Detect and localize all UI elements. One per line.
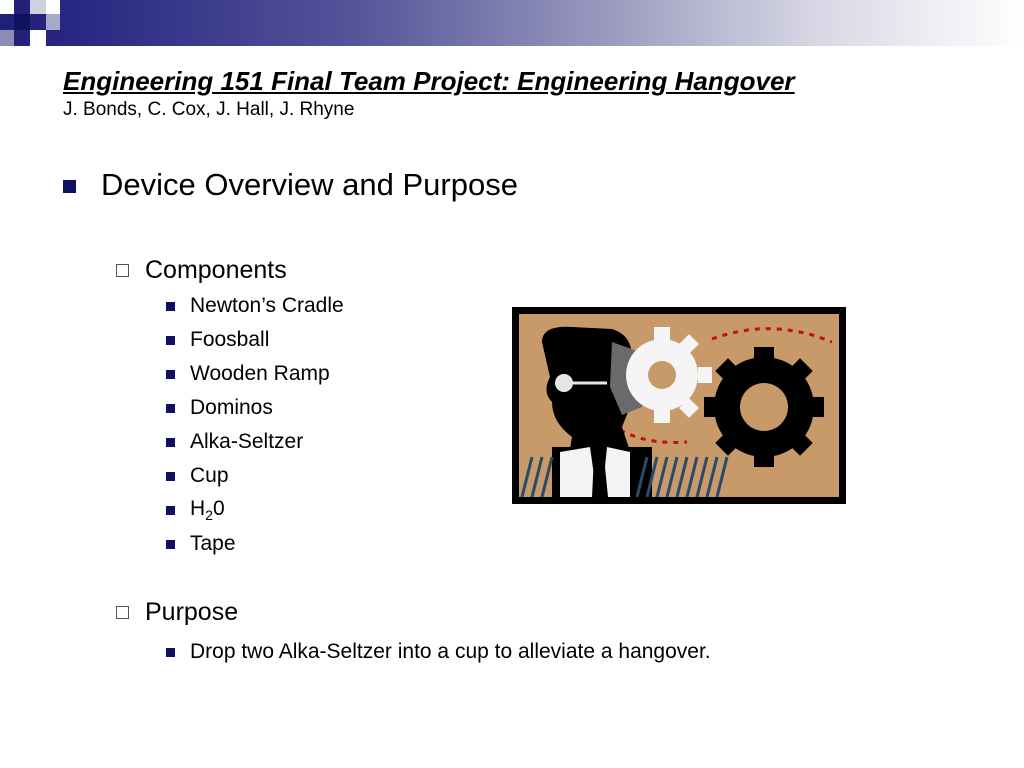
- heading-device-overview: Device Overview and Purpose: [101, 167, 518, 202]
- components-label: Components: [145, 256, 287, 284]
- bullet-hollow-square-icon: [116, 606, 129, 619]
- bullet-small-square-icon: [166, 540, 175, 549]
- purpose-label: Purpose: [145, 598, 239, 626]
- person-with-gears-icon: [512, 307, 846, 504]
- bullet-small-square-icon: [166, 404, 175, 413]
- bullet-small-square-icon: [166, 438, 175, 447]
- bullet-square-icon: [63, 180, 76, 193]
- list-item: Wooden Ramp: [190, 362, 330, 385]
- h2o-base: H: [190, 497, 206, 520]
- h2o-suffix: 0: [212, 497, 225, 520]
- list-item: Cup: [190, 464, 229, 487]
- bullet-small-square-icon: [166, 506, 175, 515]
- list-item-h2o: [190, 497, 225, 523]
- h2o-subscript: 2: [205, 507, 213, 524]
- slide-authors: J. Bonds, C. Cox, J. Hall, J. Rhyne: [63, 99, 355, 120]
- purpose-text: Drop two Alka-Seltzer into a cup to alleviate a hangover.: [190, 640, 711, 663]
- bullet-small-square-icon: [166, 302, 175, 311]
- bullet-small-square-icon: [166, 370, 175, 379]
- list-item: Newton’s Cradle: [190, 294, 344, 317]
- list-item: Foosball: [190, 328, 270, 351]
- slide-title: Engineering 151 Final Team Project: Engineering Hangover: [63, 66, 795, 96]
- bullet-hollow-square-icon: [116, 264, 129, 277]
- list-item: Dominos: [190, 396, 273, 419]
- bullet-small-square-icon: [166, 336, 175, 345]
- bullet-small-square-icon: [166, 648, 175, 657]
- list-item: Alka-Seltzer: [190, 430, 304, 453]
- bullet-small-square-icon: [166, 472, 175, 481]
- list-item: Tape: [190, 532, 236, 555]
